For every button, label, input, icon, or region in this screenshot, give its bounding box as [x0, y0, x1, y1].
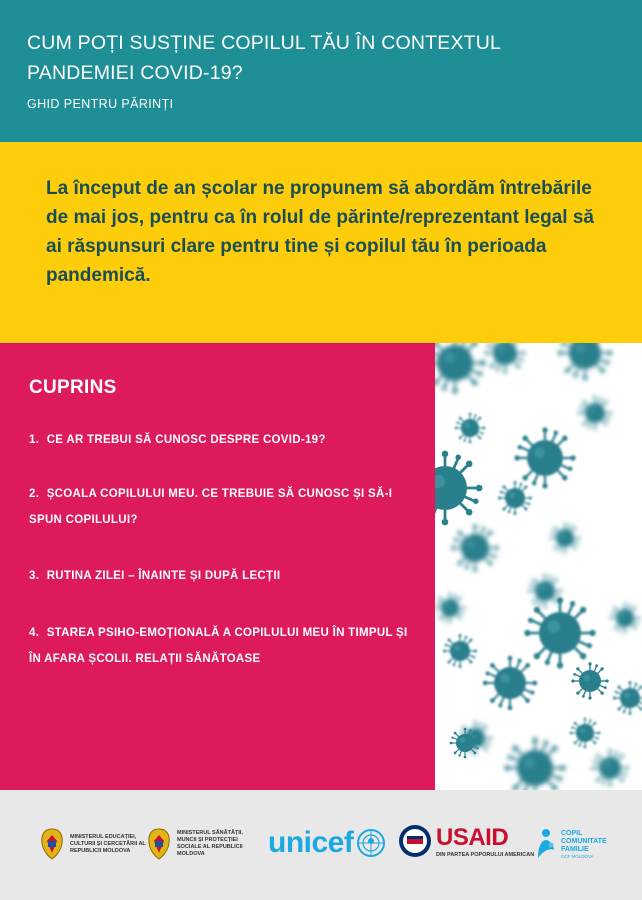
- coat-of-arms-icon: [145, 827, 173, 861]
- usaid-wordmark: USAID: [436, 824, 509, 851]
- toc-item-label: STAREA PSIHO-EMOȚIONALĂ A COPILULUI MEU ÎN TIMPUL ȘI ÎN AFARA ȘCOLII. RELAȚII SĂNĂTOASE: [29, 627, 408, 665]
- ministry-health-name: MINISTERUL SĂNĂTĂȚII, MUNCII ȘI PROTECȚIEI SOCIALE AL REPUBLICII MOLDOVA: [177, 830, 243, 857]
- ministry-health-logo: [145, 827, 259, 861]
- page-title: CUM POȚI SUSȚINE COPILUL TĂU ÎN CONTEXTUL PANDEMIEI COVID-19?: [27, 32, 501, 84]
- usaid-tagline: DIN PARTEA POPORULUI AMERICAN: [436, 852, 535, 858]
- toc-item-4[interactable]: [29, 620, 409, 672]
- toc-item-number: 3.: [29, 570, 40, 582]
- ministry-education-name: MINISTERUL EDUCAȚIEI, CULTURII ȘI CERCETĂRII AL REPUBLICII MOLDOVA: [70, 833, 146, 854]
- toc-heading: CUPRINS: [29, 377, 117, 398]
- toc-item-2[interactable]: [29, 481, 409, 533]
- ccf-tagline: CCF MOLDOVA: [561, 853, 594, 859]
- toc-item-label: ȘCOALA COPILULUI MEU. CE TREBUIE SĂ CUNOSC ȘI SĂ-I SPUN COPILULUI?: [29, 488, 393, 526]
- virus-particles-image: [435, 343, 642, 790]
- toc-item-number: 4.: [29, 627, 40, 639]
- usaid-seal-icon: [398, 824, 432, 858]
- toc-item-label: CE AR TREBUI SĂ CUNOSC DESPRE COVID-19?: [46, 434, 326, 446]
- intro-section: [0, 142, 642, 343]
- usaid-logo: [398, 824, 534, 858]
- header-banner: [0, 0, 642, 142]
- page-subtitle: GHID PENTRU PĂRINȚI: [27, 97, 174, 111]
- toc-section: [0, 343, 435, 790]
- ccf-line2: COMUNITATE: [561, 837, 607, 845]
- intro-text: La început de an școlar ne propunem să abordăm întrebările de mai jos, pentru ca în rolul de părinte/reprezentant legal să ai răspunsuri clare pentru tine și copilul tău în perioada pandemică.: [46, 178, 594, 286]
- toc-item-number: 2.: [29, 488, 40, 500]
- ccf-line1: COPIL: [561, 829, 583, 837]
- unicef-wordmark: unicef: [268, 826, 354, 859]
- toc-item-1[interactable]: [29, 427, 409, 453]
- unicef-globe-icon: [355, 827, 387, 859]
- virus-illustration: [435, 343, 642, 790]
- toc-item-label: RUTINA ZILEI – ÎNAINTE ȘI DUPĂ LECȚII: [46, 570, 281, 582]
- ccf-line3: FAMILIE: [561, 845, 589, 853]
- ccf-logo: [534, 828, 607, 860]
- footer-logos: [0, 790, 642, 900]
- coat-of-arms-icon: [38, 827, 66, 861]
- ccf-family-icon: [534, 828, 558, 860]
- unicef-logo: [268, 826, 387, 860]
- toc-item-number: 1.: [29, 434, 40, 446]
- ministry-education-logo: [38, 827, 152, 861]
- toc-item-3[interactable]: [29, 563, 409, 589]
